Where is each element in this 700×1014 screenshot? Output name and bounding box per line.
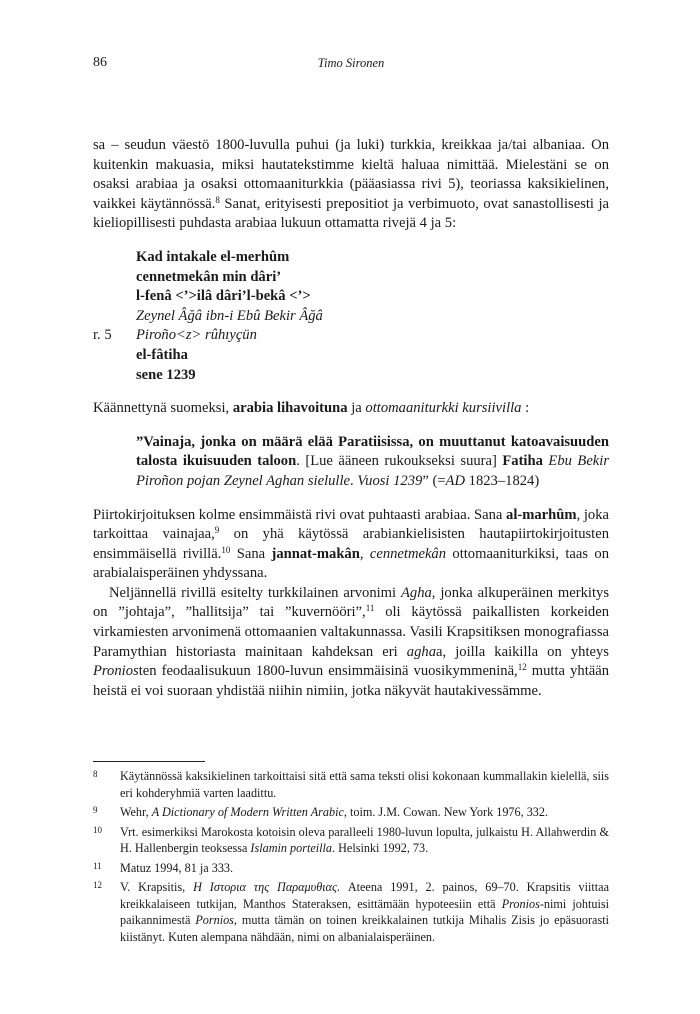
inscription-line-7: sene 1239 — [136, 366, 196, 383]
inscription-line-3: l-fenâ <’>ilâ dâri’l-bekâ <’> — [136, 288, 311, 305]
running-head: Timo Sironen — [317, 56, 385, 70]
footnote-9: 9 Wehr, A Dictionary of Modern Written Arabic, toim. J.M. Cowan. New York 1976, 332. — [93, 805, 549, 819]
body-text — [93, 136, 609, 701]
page-header — [93, 55, 609, 73]
translation-intro: Käännettynä suomeksi, arabia lihavoituna ja ottomaaniturkki kursiivilla : — [93, 400, 530, 417]
footnote-ref-11[interactable]: 11 — [365, 603, 375, 614]
footnote-ref-12[interactable]: 12 — [517, 662, 527, 673]
translation-quote: ”Vainaja, jonka on määrä elää Paratiisissa, on muuttanut katoavaisuuden talosta ikuisuuden taloon. [Lue ääneen rukoukseksi suura] Fatiha Ebu Bekir Piroñon pojan Zeynel Aghan sielulle. Vuosi 1239” (=AD 1823–1824) — [136, 433, 610, 489]
footnote-11: 11 Matuz 1994, 81 ja 333. — [93, 860, 234, 875]
footnote-rule — [93, 761, 205, 762]
footnote-ref-9[interactable]: 9 — [214, 525, 220, 536]
footnote-10: 10 Vrt. esimerkiksi Marokosta kotoisin oleva paralleeli 1980-luvun lopulta, julkaistu H. Allahwerdin & H. Hallenbergin teoksessa Islamin porteilla. Helsinki 1992, 73. — [93, 824, 609, 855]
inscription-line-1: Kad intakale el-merhûm — [136, 248, 290, 265]
paragraph-2: Piirtokirjoituksen kolme ensimmäistä rivi ovat puhtaasti arabiaa. Sana al-marhûm, joka tarkoittaa vainajaa,$^9$ on yhä käytössä arabiankielisisten hautapiirtokirjoitusten ensimmäisellä rivillä.$^{10}$ Sana jannat-makân, cennetmekân ottomaaniturkiksi, taas on arabialaisperäinen yhdyssana. — [93, 506, 609, 582]
line-marker: r. 5 — [93, 327, 112, 344]
footnote-8: 8 Käytännössä kaksikielinen tarkoittaisi sitä että sama teksti olisi kokonaan kummallakin kielellä, siis eri kohderyhmiä varten laadittu. — [93, 769, 609, 800]
inscription-line-4: Zeynel Âğâ ibn-i Ebû Bekir Âğâ — [136, 307, 323, 324]
inscription-line-6: el-fâtiha — [136, 346, 188, 363]
footnote-ref-8[interactable]: 8 — [215, 194, 220, 205]
page-number: 86 — [93, 55, 107, 70]
inscription-line-2: cennetmekân min dâri’ — [136, 268, 282, 285]
footnote-ref-10[interactable]: 10 — [221, 544, 231, 555]
footnotes — [93, 768, 609, 948]
paragraph-1: sa – seudun väestö 1800-luvulla puhui (ja luki) turkkia, kreikkaa ja/tai albaniaa. On kuitenkin makuasia, miksi hautatekstimme kieltä haluaa nimittää. Mielestäni se on osaksi arabiaa ja osaksi ottomaaniturkkia (pääasiassa rivi 5), teoriassa kaksikielinen, vaikkei käytännössä.$^8$ Sanat, erityisesti prepositiot ja verbimuoto, ovat sanastollisesti ja kieliopillisesti puhdasta arabiaa lukuun ottamatta rivejä 4 ja 5: — [93, 137, 609, 232]
book-page — [93, 0, 609, 1014]
footnote-12: 12 V. Krapsitis, Η Ιστορια της Παραμυθιας. Ateena 1991, 2. painos, 69–70. Krapsitis viittaa kreikkalaiseen tutkijan, Manthos Stateraksen, esittämään hypoteesiin että Pronios-nimi johtuisi paikannimestä Pornios, mutta tämän on toinen kreikkalainen tutkija Mihalis Zisis jo epäsuorasti kiistänyt. Kuten alempana nähdään, nimi on albanialaisperäinen. — [93, 880, 609, 944]
inscription-line-5: r. 5 Piroño<z> rûhıyçün — [136, 326, 609, 346]
paragraph-3: Neljännellä rivillä esitelty turkkilainen arvonimi Agha, jonka alkuperäinen merkitys on ”johtaja”, ”hallitsija” tai ”kuvernööri”,$^{11}$ oli käytössä paikallisten korkeiden virkamiesten arvonimenä ottomaanien valtakunnassa. Vasili Krapsitiksen monografiassa Paramythian historiasta mainitaan kahdeksan eri aghaa, joilla kaikilla on yhteys Proniosten feodaalisukuun 1800-luvun ensimmäisinä vuosikymmeninä,$^{12}$ mutta yhtään heistä ei voi suoraan yhdistää niihin nimiin, jotka näkyvät hautakivessämme. — [93, 584, 610, 699]
inscription-transcription — [93, 248, 609, 385]
